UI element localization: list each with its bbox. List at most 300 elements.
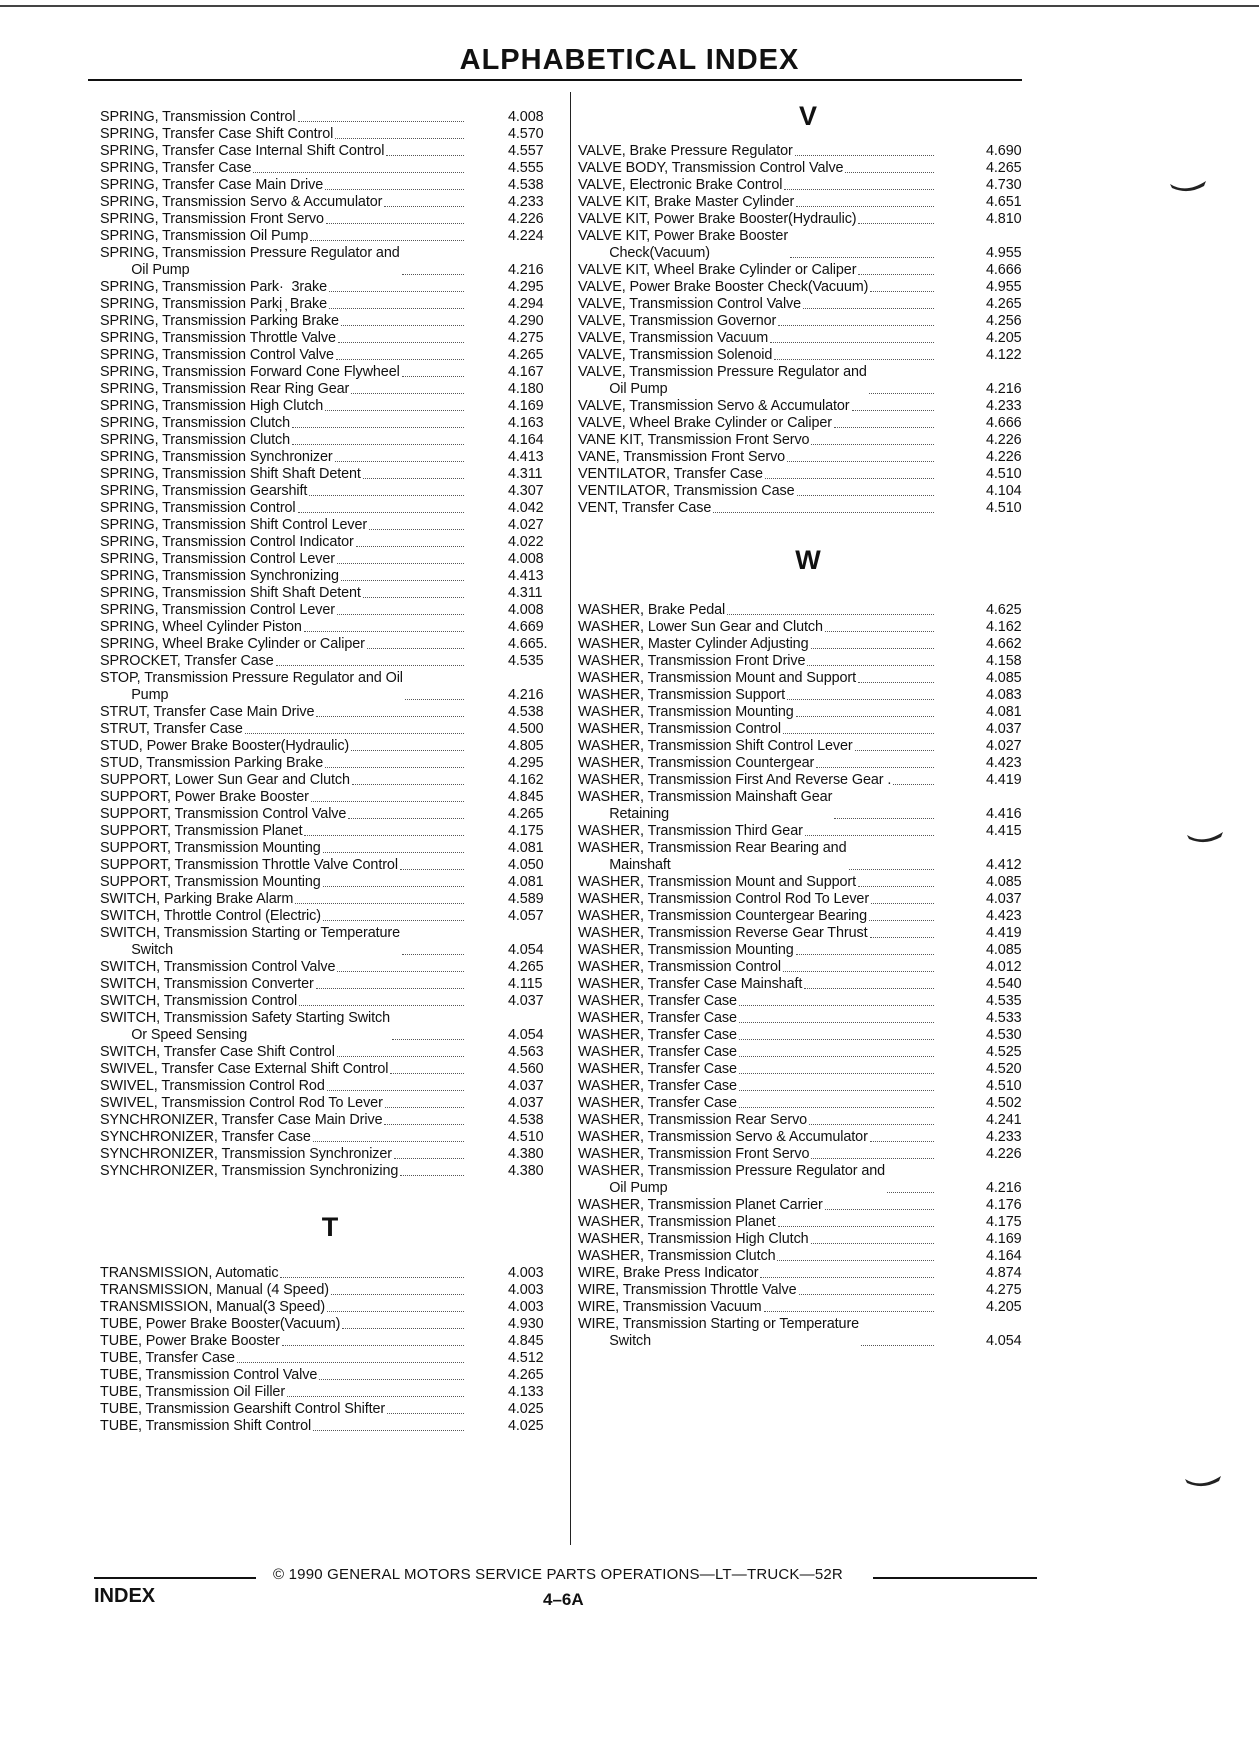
index-entry-text: WASHER, Transmission Planet (578, 1214, 776, 1230)
index-entry-text: VALVE BODY, Transmission Control Valve (578, 160, 844, 176)
index-entry (578, 874, 1038, 891)
dot-leader (331, 1294, 464, 1295)
index-entry-page: 4.233 (986, 1129, 1022, 1145)
dot-leader (336, 359, 464, 360)
index-entry-page: 4.169 (508, 398, 544, 414)
index-entry-text: STOP, Transmission Pressure Regulator and Oil Pump (100, 670, 403, 703)
dot-leader (400, 1175, 464, 1176)
index-entry-page: 4.133 (508, 1384, 544, 1400)
index-entry-text: WASHER, Brake Pedal (578, 602, 726, 618)
dot-leader (326, 223, 464, 224)
index-entry-page: 4.022 (508, 534, 544, 550)
index-entry-text: WASHER, Transmission Control Rod To Lever (578, 891, 870, 907)
index-entry-text: SPRING, Transmission Control Valve (100, 347, 334, 363)
index-entry-text: VALVE, Transmission Vacuum (578, 330, 769, 346)
index-entry (100, 619, 560, 636)
dot-leader (298, 512, 464, 513)
index-entry-page: 4.037 (508, 1078, 544, 1094)
dot-leader (335, 138, 464, 139)
dot-leader (402, 376, 464, 377)
index-entry (100, 313, 560, 330)
index-entry-page: 4.510 (986, 466, 1022, 482)
index-entry-text: SPRING, Transmission High Clutch (100, 398, 324, 414)
index-entry-page: 4.003 (508, 1282, 544, 1298)
index-entry-page: 4.104 (986, 483, 1022, 499)
dot-leader (341, 580, 464, 581)
index-entry-page: 4.226 (986, 449, 1022, 465)
index-entry-text: WASHER, Transmission Countergear (578, 755, 815, 771)
index-entry (100, 1384, 560, 1401)
index-entry-text: WIRE, Transmission Starting or Temperature Switch (578, 1316, 860, 1349)
index-entry-page: 4.955 (986, 245, 1022, 261)
index-entry (578, 1061, 1038, 1078)
index-entry-page: 4.510 (986, 500, 1022, 516)
index-entry-text: SPRING, Transmission Control (100, 500, 296, 516)
index-entry (100, 1299, 560, 1316)
index-entry-text: SYNCHRONIZER, Transfer Case Main Drive (100, 1112, 383, 1128)
dot-leader (298, 121, 464, 122)
index-entry-page: 4.560 (508, 1061, 544, 1077)
index-entry-page: 4.233 (986, 398, 1022, 414)
index-entry (100, 398, 560, 415)
index-entry-text: WASHER, Master Cylinder Adjusting (578, 636, 809, 652)
index-entry-text: SPRING, Transmission Rear Ring Gear (100, 381, 350, 397)
index-entry (100, 891, 560, 908)
dot-leader (849, 869, 935, 870)
dot-leader (811, 1158, 934, 1159)
index-entry-text: WASHER, Transmission Mounting (578, 704, 794, 720)
index-entry-page: 4.730 (986, 177, 1022, 193)
index-entry-page: 4.555 (508, 160, 544, 176)
index-entry (578, 500, 1038, 517)
dot-leader (858, 274, 934, 275)
index-list-w (578, 602, 1038, 1350)
index-entry-page: 4.265 (986, 296, 1022, 312)
dot-leader (384, 1124, 464, 1125)
index-entry (578, 1214, 1038, 1231)
right-column (578, 101, 1038, 1350)
index-entry-page: 4.380 (508, 1163, 544, 1179)
dot-leader (363, 597, 464, 598)
dot-leader (855, 750, 934, 751)
dot-leader (887, 1192, 934, 1193)
index-entry-page: 4.538 (508, 1112, 544, 1128)
index-entry (100, 636, 560, 653)
index-entry (100, 568, 560, 585)
index-entry (100, 1265, 560, 1282)
index-entry (578, 602, 1038, 619)
dot-leader (341, 325, 464, 326)
index-entry-page: 4.008 (508, 551, 544, 567)
index-entry-page: 4.275 (508, 330, 544, 346)
index-entry (578, 160, 1038, 177)
dot-leader (804, 988, 934, 989)
index-entry (100, 143, 560, 160)
index-entry-page: 4.224 (508, 228, 544, 244)
index-entry-page: 4.512 (508, 1350, 544, 1366)
dot-leader (309, 495, 464, 496)
page-title: ALPHABETICAL INDEX (459, 44, 800, 76)
index-entry (100, 1078, 560, 1095)
dot-leader (402, 954, 464, 955)
index-entry-text: WASHER, Lower Sun Gear and Clutch (578, 619, 823, 635)
index-entry (100, 857, 560, 874)
index-entry (578, 653, 1038, 670)
index-entry-text: TUBE, Power Brake Booster (100, 1333, 280, 1349)
index-entry-page: 4.651 (986, 194, 1022, 210)
index-entry-page: 4.502 (986, 1095, 1022, 1111)
index-entry-text: SUPPORT, Transmission Control Valve (100, 806, 347, 822)
index-entry-page: 4.175 (508, 823, 544, 839)
index-entry (100, 1010, 560, 1044)
dot-leader (727, 614, 934, 615)
index-entry-page: 4.158 (986, 653, 1022, 669)
dot-leader (282, 1345, 464, 1346)
dot-leader (858, 223, 934, 224)
footer-section-label: INDEX (94, 1585, 156, 1607)
index-entry-text: SPROCKET, Transfer Case (100, 653, 274, 669)
index-entry (578, 670, 1038, 687)
index-entry-page: 4.307 (508, 483, 544, 499)
index-entry-text: WIRE, Transmission Vacuum (578, 1299, 762, 1315)
index-entry-page: 4.122 (986, 347, 1022, 363)
dot-leader (795, 155, 934, 156)
index-entry-text: TUBE, Power Brake Booster(Vacuum) (100, 1316, 341, 1332)
index-entry (578, 398, 1038, 415)
index-entry-page: 4.085 (986, 942, 1022, 958)
dot-leader (852, 410, 935, 411)
dot-leader (325, 410, 464, 411)
dot-leader (858, 886, 934, 887)
index-entry-page: 4.025 (508, 1401, 544, 1417)
index-entry-text: SUPPORT, Lower Sun Gear and Clutch (100, 772, 350, 788)
index-entry-text: SWITCH, Parking Brake Alarm (100, 891, 294, 907)
index-entry (100, 806, 560, 823)
dot-leader (394, 1158, 464, 1159)
index-entry-page: 4.540 (986, 976, 1022, 992)
index-entry-text: WASHER, Transmission Control (578, 959, 781, 975)
index-entry-text: WASHER, Transmission First And Reverse Gear . (578, 772, 892, 788)
dot-leader (329, 291, 464, 292)
index-entry-page: 4.874 (986, 1265, 1022, 1281)
index-entry (578, 211, 1038, 228)
index-entry (100, 772, 560, 789)
index-entry (578, 1044, 1038, 1061)
index-entry (578, 619, 1038, 636)
index-entry (578, 483, 1038, 500)
index-entry-page: 4.538 (508, 177, 544, 193)
dot-leader (390, 1073, 464, 1074)
dot-leader (316, 988, 464, 989)
index-entry (578, 959, 1038, 976)
dot-leader (796, 206, 934, 207)
index-entry (578, 1265, 1038, 1282)
index-entry-text: SPRING, Transfer Case (100, 160, 252, 176)
index-entry-text: WASHER, Transmission Mounting (578, 942, 794, 958)
index-entry-text: SPRING, Transmission Servo & Accumulator (100, 194, 383, 210)
index-entry (578, 925, 1038, 942)
index-entry-text: VALVE KIT, Brake Master Cylinder (578, 194, 795, 210)
index-entry (100, 925, 560, 959)
index-entry-page: 4.845 (508, 1333, 544, 1349)
index-entry-page: 4.003 (508, 1299, 544, 1315)
index-entry-page: 4.533 (986, 1010, 1022, 1026)
index-entry-page: 4.535 (508, 653, 544, 669)
index-entry-text: WASHER, Transmission Clutch (578, 1248, 776, 1264)
index-entry-page: 4.012 (986, 959, 1022, 975)
index-entry-page: 4.930 (508, 1316, 544, 1332)
index-entry-text: WASHER, Transmission Front Drive (578, 653, 806, 669)
index-entry-text: WASHER, Transfer Case (578, 1027, 737, 1043)
index-entry-text: VALVE, Brake Pressure Regulator (578, 143, 793, 159)
index-entry-page: 4.008 (508, 602, 544, 618)
dot-leader (778, 1226, 935, 1227)
index-entry-page: 4.423 (986, 755, 1022, 771)
index-entry-text: WASHER, Transfer Case (578, 1078, 737, 1094)
index-entry-page: 4.294 (508, 296, 544, 312)
index-entry (578, 755, 1038, 772)
index-entry-page: 4.081 (508, 874, 544, 890)
index-entry-text: WASHER, Transmission Countergear Bearing (578, 908, 867, 924)
index-entry-page: 4.205 (986, 330, 1022, 346)
index-entry-text: WASHER, Transmission Mount and Support (578, 874, 856, 890)
index-entry-text: TUBE, Transmission Shift Control (100, 1418, 312, 1434)
index-entry (100, 1163, 560, 1180)
index-entry (100, 670, 560, 704)
index-entry (100, 483, 560, 500)
index-entry-text: STRUT, Transfer Case Main Drive (100, 704, 315, 720)
index-entry-text: SWIVEL, Transfer Case External Shift Control (100, 1061, 389, 1077)
index-list-v (578, 143, 1038, 517)
index-entry-page: 4.162 (508, 772, 544, 788)
index-entry-text: SPRING, Transmission Shift Shaft Detent (100, 466, 361, 482)
index-entry-text: VALVE KIT, Wheel Brake Cylinder or Caliper (578, 262, 857, 278)
index-entry-text: SPRING, Wheel Brake Cylinder or Caliper (100, 636, 365, 652)
index-entry-page: 4.311 (508, 466, 543, 482)
index-entry-text: STUD, Power Brake Booster(Hydraulic) (100, 738, 350, 754)
index-entry-page: 4.205 (986, 1299, 1022, 1315)
index-entry (100, 330, 560, 347)
index-entry (578, 432, 1038, 449)
index-entry (100, 279, 560, 296)
index-entry-text: TRANSMISSION, Manual (4 Speed) (100, 1282, 329, 1298)
index-entry (578, 143, 1038, 160)
index-entry-text: SWIVEL, Transmission Control Rod To Lever (100, 1095, 383, 1111)
index-entry-page: 4.415 (986, 823, 1022, 839)
index-entry (578, 942, 1038, 959)
index-entry-text: SPRING, Transmission Throttle Valve (100, 330, 336, 346)
dot-leader (310, 240, 464, 241)
index-list-t (100, 1265, 560, 1435)
dot-leader (893, 784, 934, 785)
index-entry-page: 4.311 (508, 585, 543, 601)
dot-leader (337, 614, 464, 615)
index-entry-text: SWITCH, Transmission Starting or Temperature Switch (100, 925, 401, 958)
index-entry-page: 4.164 (986, 1248, 1022, 1264)
binder-hole-mark (1185, 831, 1225, 841)
index-entry-text: SPRING, Transmission Synchronizer (100, 449, 333, 465)
index-entry-text: SUPPORT, Power Brake Booster (100, 789, 309, 805)
dot-leader (760, 1277, 934, 1278)
index-entry-page: 4.008 (508, 109, 544, 125)
index-entry-page: 4.226 (508, 211, 544, 227)
index-entry (578, 194, 1038, 211)
index-entry (578, 721, 1038, 738)
index-entry-page: 4.275 (986, 1282, 1022, 1298)
index-entry (578, 1299, 1038, 1316)
index-entry (578, 687, 1038, 704)
index-entry-text: SPRING, Transmission Control Lever (100, 551, 335, 567)
dot-leader (797, 495, 935, 496)
dot-leader (313, 1430, 464, 1431)
index-entry-text: WASHER, Transfer Case (578, 1061, 737, 1077)
index-entry-text: WIRE, Brake Press Indicator (578, 1265, 759, 1281)
index-entry (100, 381, 560, 398)
index-entry (100, 789, 560, 806)
index-entry-page: 4.535 (986, 993, 1022, 1009)
index-entry-text: VENTILATOR, Transmission Case (578, 483, 795, 499)
dot-leader (299, 1005, 464, 1006)
index-entry (100, 449, 560, 466)
index-entry-text: VENTILATOR, Transfer Case (578, 466, 763, 482)
index-entry-text: SPRING, Transfer Case Shift Control (100, 126, 334, 142)
index-entry (100, 517, 560, 534)
index-entry (578, 330, 1038, 347)
index-entry-text: SPRING, Transmission Gearshift (100, 483, 308, 499)
index-entry-text: SPRING, Transmission Clutch (100, 432, 291, 448)
index-entry (578, 1282, 1038, 1299)
dot-leader (787, 461, 934, 462)
dot-leader (292, 444, 464, 445)
index-entry-page: 4.845 (508, 789, 544, 805)
dot-leader (816, 767, 934, 768)
dot-leader (325, 189, 464, 190)
index-entry-page: 4.081 (986, 704, 1022, 720)
index-entry-page: 4.666 (986, 262, 1022, 278)
index-entry-text: SWITCH, Transfer Case Shift Control (100, 1044, 335, 1060)
dot-leader (337, 971, 464, 972)
footer-rule-right (873, 1577, 1037, 1579)
index-entry-text: WASHER, Transfer Case (578, 1044, 737, 1060)
index-entry-text: SPRING, Transmission Control (100, 109, 296, 125)
index-entry-text: SPRING, Transmission Park· 3rake (100, 279, 328, 295)
index-entry (100, 1061, 560, 1078)
dot-leader (739, 1039, 934, 1040)
dot-leader (834, 818, 934, 819)
index-entry (100, 1333, 560, 1350)
dot-leader (777, 1260, 934, 1261)
dot-leader (713, 512, 934, 513)
dot-leader (313, 1141, 464, 1142)
index-entry-page: 4.412 (986, 857, 1022, 873)
index-entry (578, 976, 1038, 993)
index-entry-text: TRANSMISSION, Manual(3 Speed) (100, 1299, 326, 1315)
index-entry (578, 177, 1038, 194)
index-entry (578, 738, 1038, 755)
index-entry-text: STUD, Transmission Parking Brake (100, 755, 324, 771)
dot-leader (369, 529, 464, 530)
dot-leader (790, 257, 934, 258)
dot-leader (351, 750, 464, 751)
index-entry-page: 4.563 (508, 1044, 544, 1060)
index-entry-text: WASHER, Transmission Third Gear (578, 823, 803, 839)
dot-leader (337, 1056, 464, 1057)
index-entry-text: TUBE, Transmission Gearshift Control Shifter (100, 1401, 386, 1417)
dot-leader (871, 903, 934, 904)
index-entry (578, 1316, 1038, 1350)
index-entry-text: VALVE, Transmission Solenoid (578, 347, 773, 363)
dot-leader (392, 1039, 464, 1040)
index-entry-text: SPRING, Transmission Oil Pump (100, 228, 309, 244)
dot-leader (386, 155, 464, 156)
index-entry-page: 4.955 (986, 279, 1022, 295)
dot-leader (316, 716, 464, 717)
index-entry (578, 228, 1038, 262)
index-entry-page: 4.295 (508, 279, 544, 295)
dot-leader (337, 563, 464, 564)
index-entry-page: 4.027 (508, 517, 544, 533)
index-entry (578, 1197, 1038, 1214)
dot-leader (387, 1413, 464, 1414)
index-entry-text: WASHER, Transmission Rear Bearing and Mainshaft (578, 840, 847, 873)
index-entry (578, 449, 1038, 466)
index-entry (100, 976, 560, 993)
index-entry (100, 874, 560, 891)
dot-leader (276, 665, 464, 666)
dot-leader (765, 478, 934, 479)
dot-leader (739, 1107, 934, 1108)
dot-leader (253, 172, 464, 173)
index-entry-text: VALVE KIT, Power Brake Booster Check(Vacuum) (578, 228, 789, 261)
dot-leader (811, 444, 934, 445)
index-entry-page: 4.081 (508, 840, 544, 856)
dot-leader (809, 1124, 934, 1125)
index-entry-text: SPRING, Transmission Pressure Regulator and Oil Pump (100, 245, 400, 278)
index-entry (100, 1129, 560, 1146)
index-entry-page: 4.226 (986, 1146, 1022, 1162)
index-entry-page: 4.265 (508, 347, 544, 363)
section-heading-t: T (321, 1212, 339, 1242)
index-entry-page: 4.054 (508, 942, 544, 958)
index-entry-page: 4.666 (986, 415, 1022, 431)
index-entry (578, 993, 1038, 1010)
index-entry-text: SPRING, Transmission Control Lever (100, 602, 335, 618)
index-entry-page: 4.216 (508, 687, 544, 703)
dot-leader (787, 699, 934, 700)
index-entry-page: 4.180 (508, 381, 544, 397)
index-entry-text: SPRING, Transmission Clutch (100, 415, 291, 431)
dot-leader (739, 1056, 934, 1057)
dot-leader (325, 767, 464, 768)
dot-leader (811, 648, 935, 649)
dot-leader (869, 920, 934, 921)
index-entry (100, 602, 560, 619)
index-entry-text: WASHER, Transmission Shift Control Lever (578, 738, 853, 754)
index-entry (100, 653, 560, 670)
dot-leader (338, 342, 464, 343)
index-entry (578, 1010, 1038, 1027)
index-entry-text: WASHER, Transmission Planet Carrier (578, 1197, 823, 1213)
index-entry (100, 551, 560, 568)
dot-leader (825, 1209, 934, 1210)
index-entry-page: 4.265 (986, 160, 1022, 176)
index-entry-text: VALVE KIT, Power Brake Booster(Hydraulic) (578, 211, 857, 227)
index-entry-text: WASHER, Transmission Reverse Gear Thrust (578, 925, 868, 941)
index-entry-page: 4.054 (986, 1333, 1022, 1349)
index-entry-page: 4.265 (508, 959, 544, 975)
index-entry (578, 347, 1038, 364)
index-entry-page: 4.037 (508, 1095, 544, 1111)
